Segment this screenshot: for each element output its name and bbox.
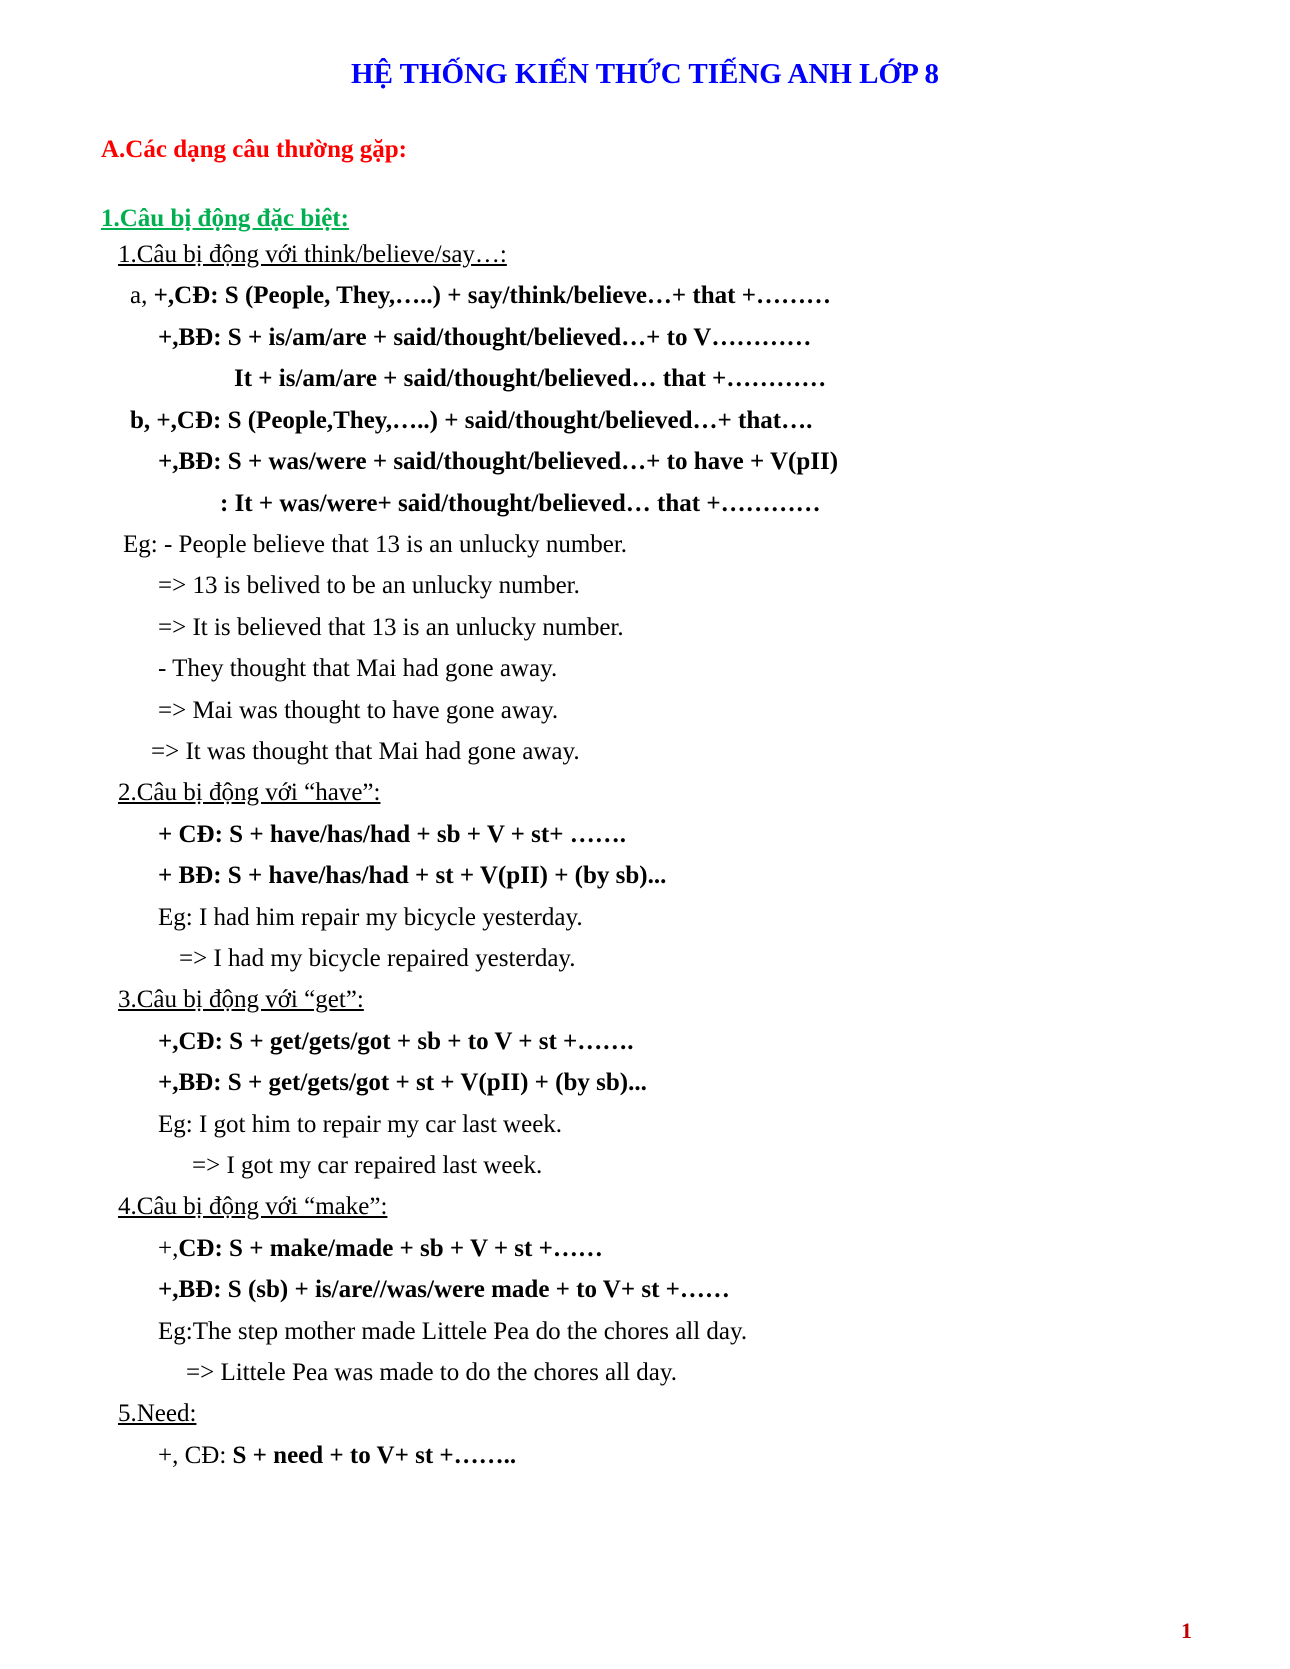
- topic-heading: 2.Câu bị động với “have”:: [118, 779, 381, 806]
- example-line: => I got my car repaired last week.: [192, 1152, 543, 1179]
- formula-line: + CĐ: S + have/has/had + sb + V + st+ …….: [158, 821, 626, 848]
- example-line: Eg: I got him to repair my car last week.: [158, 1111, 563, 1138]
- example-line: => It is believed that 13 is an unlucky number.: [158, 614, 624, 641]
- formula-line: +,BĐ: S + get/gets/got + st + V(pII) + (by sb)...: [158, 1069, 647, 1096]
- example-line: => 13 is belived to be an unlucky number.: [158, 572, 580, 599]
- formula-line: +,BĐ: S + is/am/are + said/thought/believed…+ to V…………: [158, 324, 812, 351]
- formula-line: [130, 281, 831, 311]
- formula-line: [158, 1441, 516, 1471]
- item-marker: +, CĐ:: [158, 1442, 233, 1469]
- page-number: 1: [1181, 1618, 1192, 1643]
- example-line: - They thought that Mai had gone away.: [158, 655, 558, 682]
- topic-heading: 1.Câu bị động với think/believe/say…:: [118, 241, 507, 268]
- formula-line: It + is/am/are + said/thought/believed… that +…………: [234, 365, 827, 392]
- example-line: => It was thought that Mai had gone away.: [151, 738, 580, 765]
- formula-line: +,BĐ: S + was/were + said/thought/believed…+ to have + V(pII): [158, 448, 839, 475]
- formula-line: [158, 1234, 603, 1264]
- formula-line: +,BĐ: S (sb) + is/are//was/were made + to V+ st +……: [158, 1276, 730, 1303]
- example-line: Eg:The step mother made Littele Pea do the chores all day.: [158, 1318, 748, 1345]
- item-marker: +,: [158, 1235, 179, 1262]
- section-heading: A.Các dạng câu thường gặp:: [101, 136, 407, 163]
- example-line: => I had my bicycle repaired yesterday.: [179, 945, 576, 972]
- document-title: HỆ THỐNG KIẾN THỨC TIẾNG ANH LỚP 8: [351, 58, 939, 90]
- example-line: => Mai was thought to have gone away.: [158, 697, 559, 724]
- formula-line: : It + was/were+ said/thought/believed… that +…………: [220, 490, 821, 517]
- formula-text: S + need + to V+ st +……..: [232, 1442, 517, 1469]
- topic-heading: 4.Câu bị động với “make”:: [118, 1193, 388, 1220]
- formula-line: + BĐ: S + have/has/had + st + V(pII) + (by sb)...: [158, 862, 667, 889]
- formula-text: +,CĐ: S (People, They,…..) + say/think/believe…+ that +………: [153, 282, 831, 309]
- example-line: => Littele Pea was made to do the chores all day.: [186, 1359, 678, 1386]
- example-line: Eg: - People believe that 13 is an unlucky number.: [123, 531, 628, 558]
- example-line: Eg: I had him repair my bicycle yesterday.: [158, 904, 583, 931]
- formula-text: CĐ: S + make/made + sb + V + st +……: [178, 1235, 603, 1262]
- subsection-heading: 1.Câu bị động đặc biệt:: [101, 205, 349, 232]
- topic-heading: 5.Need:: [118, 1400, 197, 1427]
- formula-line: +,CĐ: S + get/gets/got + sb + to V + st +…….: [158, 1028, 634, 1055]
- item-marker: a,: [130, 282, 154, 309]
- topic-heading: 3.Câu bị động với “get”:: [118, 986, 364, 1013]
- formula-line: b, +,CĐ: S (People,They,…..) + said/thought/believed…+ that….: [130, 407, 813, 434]
